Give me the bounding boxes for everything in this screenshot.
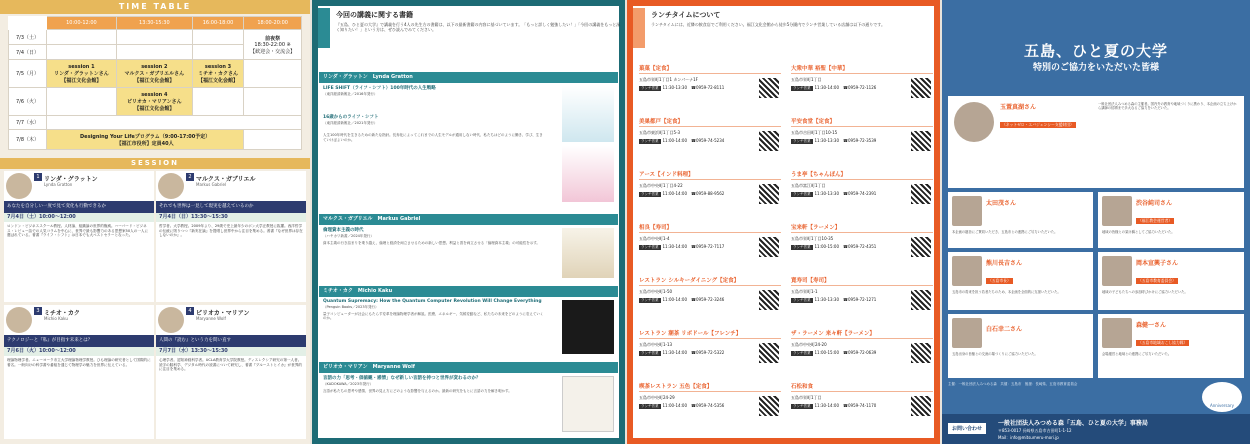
shop-tel: 0959-72-7117 (695, 244, 725, 249)
empty-cell (47, 45, 117, 60)
speaker-theme: テクノロジーと『私』が目指す未来とは？ (4, 335, 154, 347)
session-3-speaker: ミチオ・カクさん (198, 70, 238, 77)
corner-cell (9, 17, 47, 30)
shop-hours: 11:30-13:30 (662, 85, 687, 90)
qr-code-icon[interactable] (911, 184, 931, 204)
timetable-title: TIME TABLE (0, 0, 310, 14)
shop-name: 大衆中華 裕聖【中華】 (791, 64, 933, 74)
footer-notes: 主催：一般社団法人みつめる森 共催：五島市 後援：長崎県、五島市教育委員会 (948, 382, 1078, 386)
speaker-header (156, 305, 306, 335)
shop-name: 平安食堂【定食】 (791, 117, 933, 127)
guest-org: （五島市地域おこし協力隊） (1138, 340, 1188, 345)
guest-name-text: 岡本宣興子さん (1136, 260, 1179, 267)
shop-name: うま亭【ちゃんぽん】 (791, 170, 933, 180)
phone-icon: ☎ (691, 403, 696, 408)
shop-name: 喫茶レストラン 五色【定食】 (639, 382, 781, 392)
shop-card (791, 117, 933, 159)
speaker-photo (6, 173, 32, 199)
speaker-number: 3 (34, 307, 42, 315)
shop-address: 五島市中央町1-13 (639, 342, 673, 347)
shop-hours: 11:30-13:30 (814, 191, 839, 196)
shop-card (791, 276, 933, 318)
hours-tag: ランチ営業 (793, 298, 811, 302)
anniversary-text: Anniversary (1210, 403, 1234, 408)
shop-address: 五島市栄町1丁目 (791, 395, 822, 400)
session-3-label: session 3 (204, 63, 232, 70)
guest-name-text: 玉置真湖さん (1000, 104, 1037, 111)
shop-tel: 0959-88-9562 (695, 191, 725, 196)
pre-party-title: 前夜祭 (265, 35, 281, 42)
empty-cell (47, 30, 117, 45)
speaker-card (4, 171, 154, 302)
shop-card (791, 382, 933, 424)
shop-name: アース【インド料理】 (639, 170, 781, 180)
shop-name: 相良【寿司】 (639, 223, 781, 233)
phone-icon: ☎ (843, 244, 848, 249)
hours-tag: ランチ営業 (793, 245, 811, 249)
books-header (318, 8, 625, 48)
shop-hours: 11:00-15:00 (814, 244, 839, 249)
shop-hours: 11:00-14:00 (662, 297, 687, 302)
shop-tel: 0959-74-1170 (847, 403, 877, 408)
session-1-cell (47, 60, 117, 88)
phone-icon: ☎ (843, 138, 848, 143)
shop-hours: 11:30-14:00 (662, 244, 687, 249)
guest-bio: 地域の皆様との架け橋としてご協力いただいた。 (1102, 230, 1175, 234)
pre-party-time: 18:30-22:00 ※ (254, 41, 291, 48)
guest-name (1136, 258, 1178, 286)
day-label: 7/7（水） (9, 116, 47, 130)
day-label: 7/5（月） (9, 60, 47, 88)
speaker-name: マルクス・ガブリエル (196, 176, 256, 183)
empty-cell (116, 30, 192, 45)
phone-icon: ☎ (843, 350, 848, 355)
guests-subtitle: 特別のご協力をいただいた皆様 (1032, 63, 1159, 73)
speaker-header (4, 305, 154, 335)
speaker-number: 2 (186, 173, 194, 181)
shop-address: 五島市中央町1-50 (639, 289, 673, 294)
books-panel (312, 0, 625, 444)
pre-party-cell (244, 30, 302, 60)
qr-code-icon[interactable] (911, 131, 931, 151)
book-entry (319, 362, 618, 436)
guest-name-text: 熊川長吉さん (986, 260, 1023, 267)
book-publisher: （Penguin Books／2023年発行） (323, 305, 379, 309)
book-cover (562, 228, 614, 278)
books-label-bar (318, 8, 330, 48)
guest-name (1000, 102, 1076, 130)
empty-row (47, 116, 302, 130)
phone-icon: ☎ (691, 85, 696, 90)
shop-address: 五島市栄町1-1 (791, 289, 818, 294)
session-3-cell (192, 60, 243, 88)
book-publisher: （東洋経済新報社／2021年発行） (323, 120, 378, 125)
speaker-photo (158, 173, 184, 199)
speaker-name: ミチオ・カク (44, 310, 80, 317)
hours-tag: ランチ営業 (641, 351, 659, 355)
footer (942, 382, 1250, 444)
book-author: ミチオ・カク Michio Kaku (319, 286, 618, 297)
speaker-header (156, 171, 306, 201)
shop-address: 五島市中央町24-29 (639, 395, 675, 400)
hours-tag: ランチ営業 (793, 139, 811, 143)
shop-card (639, 276, 781, 318)
contact-label: お問い合わせ (948, 423, 986, 434)
speaker-time: 7月4日（土）10:00～12:00 (4, 213, 154, 222)
shop-hours: 11:30-13:30 (814, 297, 839, 302)
shop-card (639, 117, 781, 159)
guest-card (1098, 314, 1244, 378)
speaker-photo (6, 307, 32, 333)
shop-card (639, 64, 781, 106)
session-2-cell (116, 60, 192, 88)
speaker-en-name: Markus Gabriel (196, 182, 227, 187)
books-intro: 『五島、ひと夏の大学』で講義を行う4人の先生方の書籍は、以下の最新書籍の内容に基づいています。「もっと詳しく勉強したい！」「今回の講義をもっと深く知りたい！」という方は、ぜひ読んでみてください。 (336, 22, 621, 33)
qr-code-icon[interactable] (759, 396, 779, 416)
guest-bio: 五島出身の皆様との交流の場づくりにご協力いただいた。 (952, 352, 1038, 356)
guest-name (1136, 198, 1174, 226)
book-cover (562, 300, 614, 354)
speaker-en-name: Lynda Gratton (44, 182, 73, 187)
shop-tel: 0959-72-4351 (847, 244, 877, 249)
book-author: ピリオカ・マリアン Maryanne Wolf (319, 362, 618, 373)
shop-name: 美巣都戸【定食】 (639, 117, 781, 127)
qr-code-icon[interactable] (911, 78, 931, 98)
phone-icon: ☎ (691, 191, 696, 196)
hours-tag: ランチ営業 (641, 86, 659, 90)
empty-cell (116, 45, 192, 60)
guest-photo (952, 318, 982, 348)
session-1-speaker: リンダ・グラットンさん (54, 70, 109, 77)
speaker-theme: あなたを自分しい一度で見て変化も行動できるか (4, 201, 154, 213)
shop-address: 五島市富江町1丁目 (791, 183, 826, 188)
phone-icon: ☎ (843, 403, 848, 408)
hours-tag: ランチ営業 (793, 86, 811, 90)
hours-tag: ランチ営業 (793, 404, 811, 408)
session-1-label: session 1 (68, 63, 95, 70)
guest-card (948, 192, 1093, 248)
shop-card (791, 329, 933, 371)
time-header: 18:00-20:00 (244, 17, 302, 30)
final-program-title: Designing Your Lifeプログラム（9:00-17:00予定） (80, 133, 211, 140)
shop-name: ザ・ラーメン 来々軒【ラーメン】 (791, 329, 933, 339)
shop-hours: 11:00-14:00 (662, 403, 687, 408)
speaker-name: リンダ・グラットン (44, 176, 98, 183)
shop-tel: 0959-72-0639 (847, 350, 877, 355)
phone-icon: ☎ (843, 85, 848, 90)
phone-icon: ☎ (691, 297, 696, 302)
qr-code-icon[interactable] (911, 237, 931, 257)
guest-bio: 地域の子どもたちへの参加呼びかけにご協力いただいた。 (1102, 290, 1188, 294)
guest-bio: 本企画の趣旨にご賛同いただき、五島市との連携にご尽力いただいた。 (952, 230, 1058, 234)
shop-tel: 0959-72-1126 (847, 85, 877, 90)
shop-card (639, 170, 781, 212)
speaker-theme: それでも世界は一見して現実を越えているのか (156, 201, 306, 213)
timetable-panel (0, 0, 310, 444)
guest-photo (1102, 318, 1132, 348)
session-4-cell (116, 88, 192, 116)
shop-address: 五島市中央町1-4 (639, 236, 670, 241)
guest-card (948, 252, 1093, 310)
empty-cell (192, 88, 243, 116)
shop-tel: 0959-72-5322 (695, 350, 725, 355)
qr-code-icon[interactable] (759, 290, 779, 310)
shop-tel: 0959-74-5356 (695, 403, 725, 408)
guest-name: 白石幸二さん (986, 326, 1023, 333)
shop-hours: 11:00-15:00 (814, 350, 839, 355)
contact-mail[interactable]: Mail：info@mitsumeru-mori.jp (998, 435, 1059, 440)
time-header: 16:00-18:00 (192, 17, 243, 30)
qr-code-icon[interactable] (759, 78, 779, 98)
speaker-bio: 心理学者。認知神経科学者。UCLA教育学大学院教授。ディスレクシア研究の第一人者。読字の脳科学、デジタル時代の読書について研究し、著書『プルーストとイカ』が世界的に注目を集める。 (159, 358, 303, 372)
book-author: リンダ・グラットン Lynda Gratton (319, 72, 618, 83)
shop-address: 五島市中央町1丁目4-22 (639, 183, 683, 188)
guest-name (1136, 320, 1189, 348)
guest-bio: 一般社団法人みつめる森の主催者。国内外の教育や地域づくりに携わり、本企画の立ち上げから講師の招聘まで多大なるご協力をいただいた。 (1098, 102, 1237, 111)
shop-hours: 11:30-14:00 (814, 85, 839, 90)
speaker-header (4, 171, 154, 201)
speaker-theme: 人間の『読む』という力を問い直す (156, 335, 306, 347)
book-description: 資本主義の行き詰まりを乗り越え、倫理と経済を両立させるための新しい思想。利益と善を両立させる「倫理資本主義」の可能性を示す。 (323, 240, 540, 245)
shop-address: 五島市栄町1丁目 (791, 77, 822, 82)
book-description: 量子コンピューターが社会にもたらす変革を理論物理学者が解説。医療、エネルギー、気候変動など、私たちの未来をどのように変えていくのか。 (323, 311, 544, 321)
book-cover (562, 376, 614, 432)
book-publisher: （KADOKAWA／2023年発行） (323, 382, 374, 386)
shop-name: レストラン シルキーダイニング【定食】 (639, 276, 781, 286)
book-title: 16歳からのライフ・シフト (323, 114, 379, 120)
hours-tag: ランチ営業 (641, 298, 659, 302)
book-description: 言語が私たちの思考や感情、世界の見え方にどのような影響を与えるのか。最新の研究をもとに言語の力を解き明かす。 (323, 388, 512, 393)
hours-tag: ランチ営業 (793, 351, 811, 355)
session-4-venue: 【福江文化会館】 (134, 105, 175, 112)
guest-card (1098, 192, 1244, 248)
session-title: SESSION (0, 158, 310, 169)
lunch-title: ランチタイムについて (651, 11, 721, 19)
speaker-number: 4 (186, 307, 194, 315)
phone-icon: ☎ (843, 297, 848, 302)
pre-party-note: 【歓迎会・交流会】 (250, 48, 296, 55)
shop-address: 五島市東浜町1丁目5-3 (639, 130, 681, 135)
shop-hours: 11:30-14:00 (662, 350, 687, 355)
empty-cell (47, 88, 117, 116)
empty-cell (244, 130, 302, 150)
guest-org: （五島市教育委員会） (1138, 278, 1176, 283)
guest-bio: 五島市の将来を担う若者たちのため、本企画を全面的に支援いただいた。 (952, 290, 1061, 294)
book-title: 倫理資本主義の時代 (323, 228, 364, 233)
books-title: 今回の講義に関する書籍 (336, 11, 413, 19)
guest-org: （五島市長） (988, 278, 1011, 283)
qr-code-icon[interactable] (759, 343, 779, 363)
shop-card (639, 329, 781, 371)
guest-photo (1102, 196, 1132, 226)
speaker-card (156, 171, 306, 302)
shop-address: 五島市栄町1丁目1 カンパーナ1F (639, 77, 698, 82)
guest-card (1098, 252, 1244, 310)
speaker-time: 7月7日（水）13:30～15:30 (156, 347, 306, 356)
shop-card (639, 223, 781, 265)
book-entry (319, 214, 618, 282)
guest-bio: 会場運営と地域との連携にご尽力いただいた。 (1102, 352, 1172, 356)
speaker-bio: 哲学者。大学教授。2009年より、29歳で史上最年少のボン大学正教授に抜擢。西洋哲学の伝統に則りつつ『新実在論』を提唱し世界中から注目を集める。著書『なぜ世界は存在しないのか』。 (159, 224, 303, 238)
lunch-header (633, 8, 940, 48)
speaker-en-name: Maryanne Wolf (196, 316, 226, 321)
shop-tel: 0959-72-8111 (695, 85, 725, 90)
book-description: 人生100年時代を生きるための新たな指針。長寿化によってこれまでの人生モデルが通用しない時代、私たちはどのように働き、学び、生きていけばよいのか。 (323, 133, 543, 142)
session-2-label: session 2 (141, 63, 168, 70)
guests-panel (942, 0, 1250, 444)
hours-tag: ランチ営業 (641, 245, 659, 249)
speaker-time: 7月6日（火）10:00～12:00 (4, 347, 154, 356)
shop-card (791, 170, 933, 212)
phone-icon: ☎ (691, 350, 696, 355)
book-publisher: （ハヤカワ新書／2024年発行） (323, 234, 374, 238)
shop-card (791, 64, 933, 106)
phone-icon: ☎ (691, 138, 696, 143)
shop-card (639, 382, 781, 424)
guest-card (948, 96, 1244, 188)
qr-code-icon[interactable] (911, 343, 931, 363)
guest-photo (1102, 256, 1132, 286)
shop-hours: 11:00-14:00 (662, 191, 687, 196)
shop-hours: 11:30-14:00 (814, 403, 839, 408)
session-2-speaker: マルクス・ガブリエルさん (124, 70, 185, 77)
speaker-photo (158, 307, 184, 333)
hours-tag: ランチ営業 (641, 192, 659, 196)
time-header: 10:00-12:00 (47, 17, 117, 30)
lunch-panel (627, 0, 940, 444)
day-label: 7/4（日） (9, 45, 47, 60)
qr-code-icon[interactable] (759, 131, 779, 151)
anniversary-logo (1202, 382, 1242, 412)
book-title: 言語の力「思考・価値観・感情」なぜ新しい言語を持つと世界が変わるのか？ (323, 376, 481, 381)
shop-name: 宝来軒【ラーメン】 (791, 223, 933, 233)
hours-tag: ランチ営業 (641, 404, 659, 408)
book-publisher: （東洋経済新報社／2016年発行） (323, 92, 378, 96)
shop-tel: 0959-72-3246 (695, 297, 725, 302)
guest-name (986, 258, 1022, 286)
day-label: 7/8（木） (9, 130, 47, 150)
guest-card (948, 314, 1093, 378)
book-title: LIFE SHIFT（ライフ・シフト）100年時代の人生戦略 (323, 86, 436, 91)
timetable (8, 16, 302, 150)
contact-address: 〒853-0017 長崎県五島市吉田町1-1-12 (998, 428, 1072, 433)
book-cover (562, 146, 614, 202)
time-header: 13:30-15:30 (116, 17, 192, 30)
phone-icon: ☎ (843, 191, 848, 196)
book-entry (319, 72, 618, 210)
hours-tag: ランチ営業 (793, 192, 811, 196)
day-label: 7/6（火） (9, 88, 47, 116)
shop-tel: 0959-72-1271 (847, 297, 877, 302)
shop-address: 五島市吉田町1丁目10-15 (791, 130, 838, 135)
session-4-label: session 4 (141, 91, 168, 98)
qr-code-icon[interactable] (759, 237, 779, 257)
qr-code-icon[interactable] (759, 184, 779, 204)
empty-cell (244, 88, 302, 116)
speaker-en-name: Michio Kaku (44, 316, 68, 321)
shop-name: 寛寿司【寿司】 (791, 276, 933, 286)
speaker-bio: 理論物理学者。ニューヨーク市立大学理論物理学教授。ひも理論の研究者として国際的に著名。一般向けの科学書や番組を通じて物理学の魅力を世界に伝えている。 (7, 358, 151, 367)
speaker-time: 7月4日（日）13:30～15:30 (156, 213, 306, 222)
guest-photo (952, 196, 982, 226)
shop-name: 菓菓【定食】 (639, 64, 781, 74)
shop-name: レストラン 潮茶 リボドール【フレンチ】 (639, 329, 781, 339)
guest-photo (952, 256, 982, 286)
book-title: Quantum Supremacy: How the Quantum Computer Revolution Will Change Everything (323, 299, 542, 304)
guest-photo (954, 102, 994, 142)
session-2-venue: 【福江文化会館】 (134, 77, 175, 84)
book-cover (562, 86, 614, 142)
guest-name-text: 渋谷純司さん (1136, 200, 1173, 207)
book-entry (319, 286, 618, 358)
speaker-bio: ロンドン・ビジネススクール教授。人材論、組織論の世界的権威。ハーバード・ビジネス・レビュー誌での人気コラムを中心に、世界で最も影響力のある思想家50人の一人に選ばれている。著書『ライフ・シフト』は日本でも大ベストセラーとなった。 (7, 224, 149, 238)
shop-address: 五島市中央町24-20 (791, 342, 827, 347)
session-4-speaker: ピリオカ・マリアンさん (127, 98, 182, 105)
session-3-venue: 【福江文化会館】 (198, 77, 239, 84)
guest-name: 太田茂さん (986, 200, 1017, 207)
phone-icon: ☎ (691, 244, 696, 249)
hours-tag: ランチ営業 (641, 139, 659, 143)
speaker-name: ピリオカ・マリアン (196, 310, 250, 317)
shop-hours: 11:30-13:30 (814, 138, 839, 143)
shop-card (791, 223, 933, 265)
shop-address: 五島市栄町1丁目10-35 (791, 236, 834, 241)
guest-org: （ネットゼロ・エバジェンシー支援財団） (1002, 122, 1074, 127)
shop-name: 石松和食 (791, 382, 933, 392)
speaker-number: 1 (34, 173, 42, 181)
shop-hours: 11:00-14:00 (662, 138, 687, 143)
qr-code-icon[interactable] (911, 290, 931, 310)
contact-bar (942, 414, 1250, 444)
lunch-label-bar (633, 8, 645, 48)
lunch-intro: ランチタイムには、近隣の飲食店でご利用ください。福江文化会館から徒歩5分圏内でランチ営業している店舗は以下の通りです。 (651, 22, 885, 27)
shop-tel: 0959-72-3539 (847, 138, 877, 143)
qr-code-icon[interactable] (911, 396, 931, 416)
empty-cell (192, 45, 243, 60)
guest-name-text: 森健一さん (1136, 322, 1167, 329)
speaker-card (156, 305, 306, 439)
contact-org: 一般社団法人みつめる森「五島、ひと夏の大学」事務局 (998, 420, 1148, 427)
empty-cell (244, 60, 302, 88)
guests-title: 五島、ひと夏の大学 (1023, 42, 1168, 60)
day-label: 7/3（土） (9, 30, 47, 45)
final-program-cell (47, 130, 244, 150)
shop-tel: 0959-74-5234 (695, 138, 725, 143)
guest-org: （福江教会運営者） (1138, 218, 1173, 223)
session-1-venue: 【福江文化会館】 (61, 77, 102, 84)
empty-cell (192, 30, 243, 45)
final-program-venue: 【福江市役所】定員40人 (116, 140, 174, 147)
speaker-card (4, 305, 154, 439)
shop-tel: 0959-74-2391 (847, 191, 877, 196)
book-author: マルクス・ガブリエル Markus Gabriel (319, 214, 618, 225)
